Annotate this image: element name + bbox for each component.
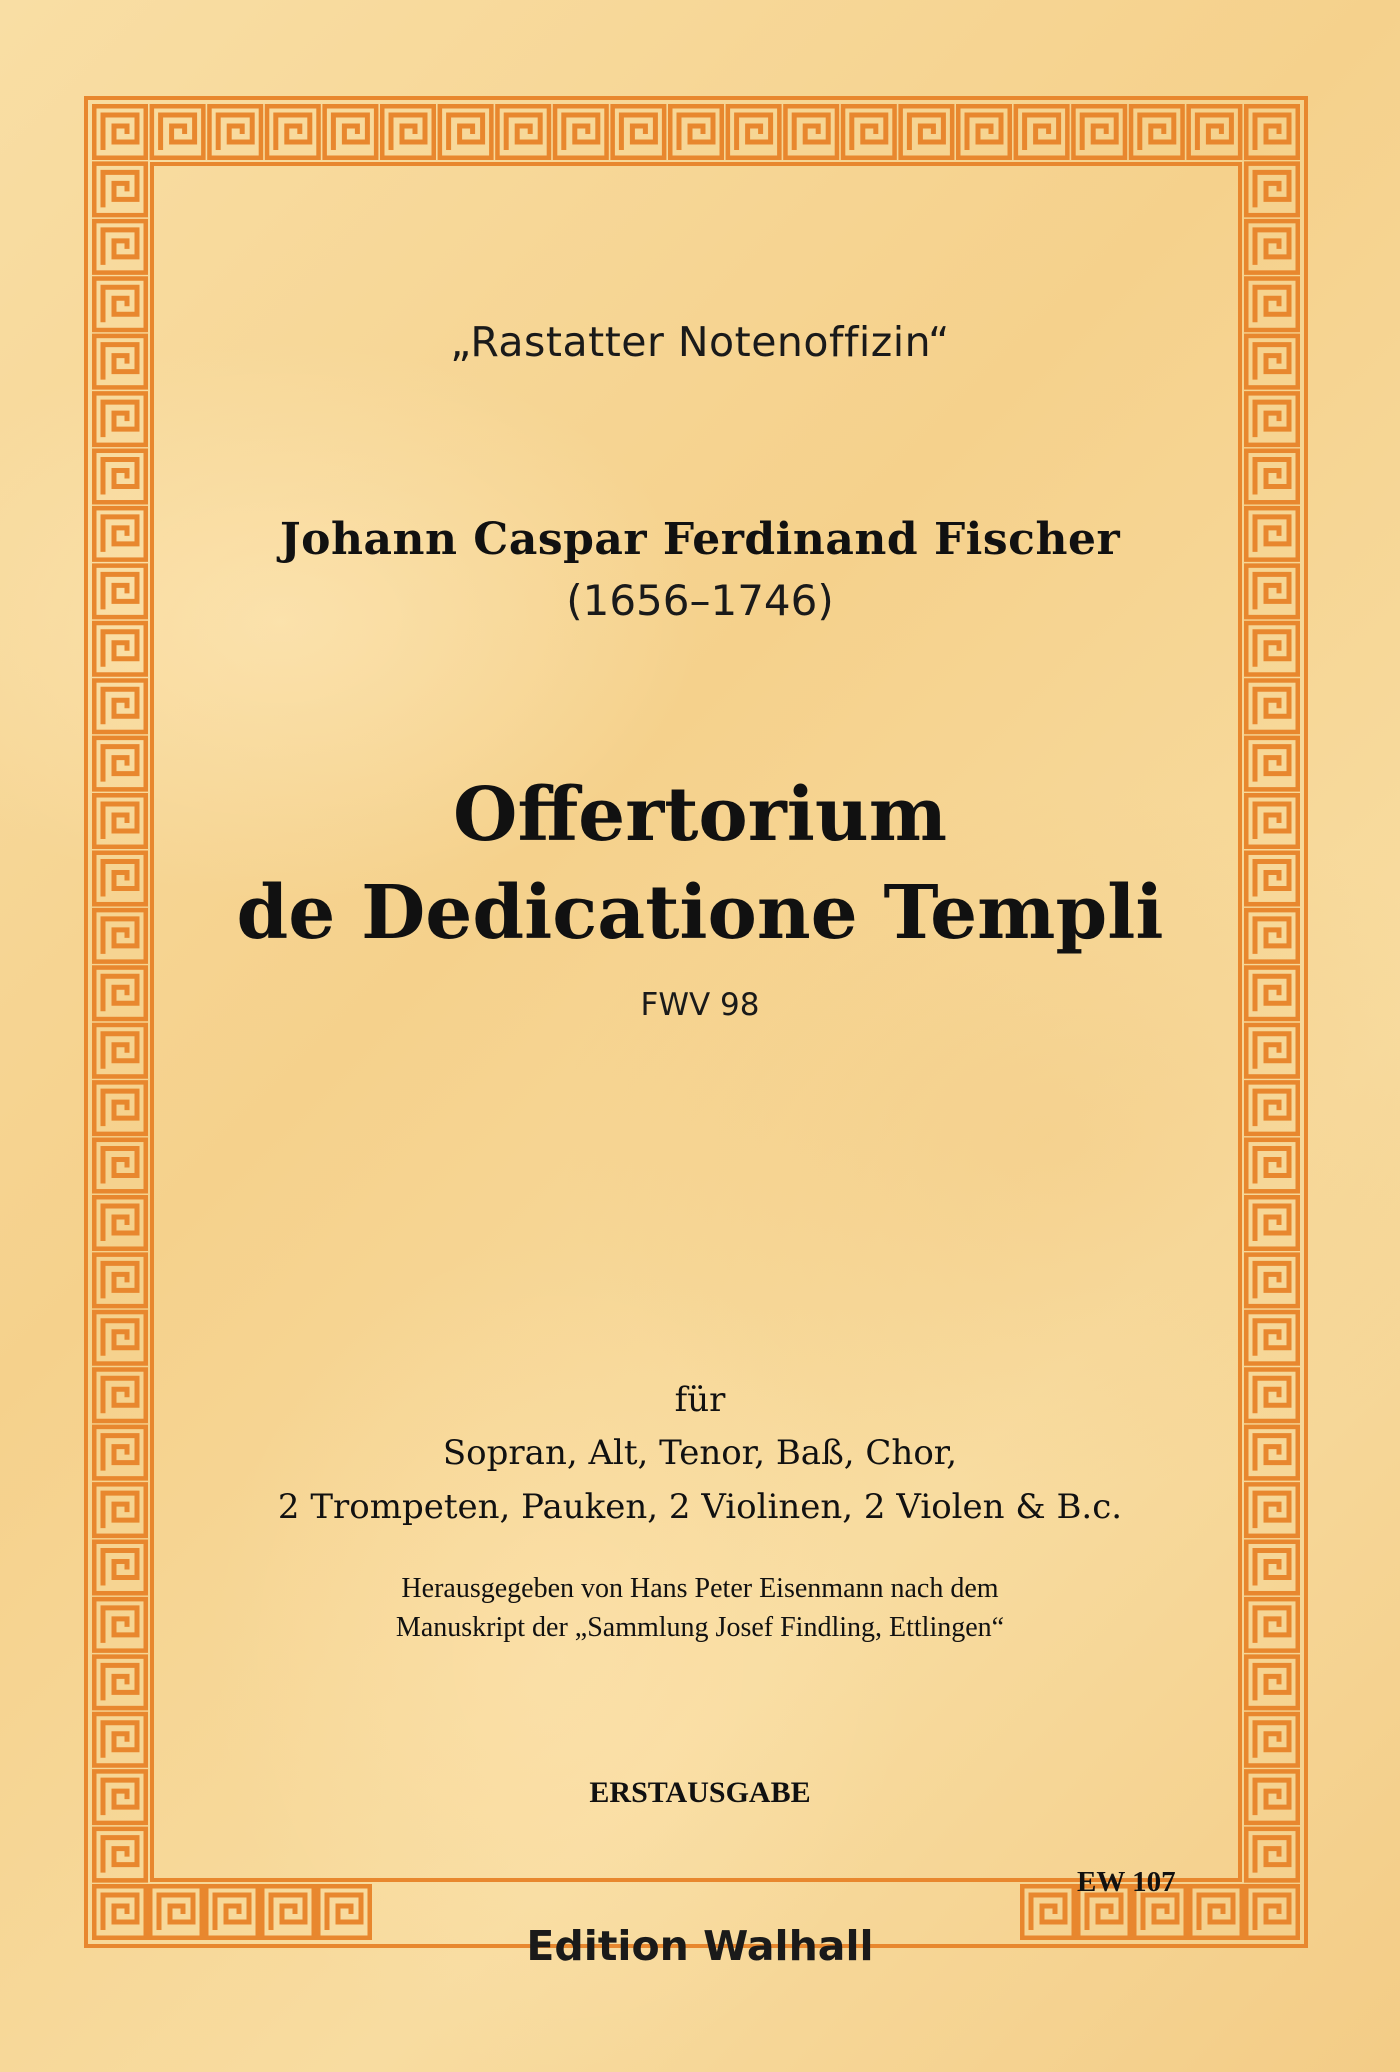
meander-tile	[612, 106, 664, 158]
meander-tile	[94, 1140, 146, 1192]
meander-tile	[1246, 1197, 1298, 1249]
meander-tile	[1246, 1829, 1298, 1881]
meander-tile	[1073, 106, 1125, 158]
meander-tile	[1016, 106, 1068, 158]
editor-note-line2: Manuskript der „Sammlung Josef Findling, Ettlingen“	[395, 1612, 1005, 1643]
meander-tile	[94, 1829, 146, 1881]
meander-tile	[1246, 393, 1298, 445]
meander-tile	[958, 106, 1010, 158]
edition-number: EW 107	[1077, 1866, 1176, 1898]
instruments-line: 2 Trompeten, Pauken, 2 Violinen, 2 Violen & B.c.	[277, 1487, 1123, 1527]
meander-tile	[1246, 1656, 1298, 1708]
meander-tile	[1246, 680, 1298, 732]
meander-tile	[324, 106, 376, 158]
meander-tile	[1246, 1082, 1298, 1134]
meander-tile	[94, 1714, 146, 1766]
meander-tile	[1246, 106, 1298, 158]
meander-tile	[94, 106, 146, 158]
meander-tile	[1246, 1254, 1298, 1306]
meander-tile	[670, 106, 722, 158]
meander-tile	[1131, 106, 1183, 158]
meander-tile	[900, 106, 952, 158]
meander-tile	[94, 1197, 146, 1249]
catalog-number: FWV 98	[640, 987, 760, 1023]
meander-tile	[1246, 1312, 1298, 1364]
meander-tile	[94, 1025, 146, 1077]
publisher-name: Edition Walhall	[526, 1922, 874, 1970]
meander-tile	[1188, 106, 1240, 158]
meander-tile	[267, 106, 319, 158]
composer-name: Johann Caspar Ferdinand Fischer	[279, 514, 1121, 565]
series-name: „Rastatter Notenoffizin“	[450, 318, 950, 366]
meander-tile	[94, 1082, 146, 1134]
meander-tile	[1246, 1714, 1298, 1766]
editor-note-line1: Herausgegeben von Hans Peter Eisenmann nach dem	[401, 1573, 999, 1604]
meander-tile	[94, 163, 146, 215]
voices-line: Sopran, Alt, Tenor, Baß, Chor,	[442, 1433, 958, 1473]
meander-tile	[152, 106, 204, 158]
meander-tile	[94, 623, 146, 675]
composer-dates: (1656–1746)	[566, 576, 834, 625]
meander-tile	[555, 106, 607, 158]
meander-tile	[1246, 163, 1298, 215]
meander-tile	[1246, 451, 1298, 503]
for-label: für	[674, 1380, 726, 1420]
meander-tile	[1246, 1025, 1298, 1077]
meander-tile	[1246, 623, 1298, 675]
work-title-line1: Offertorium	[452, 772, 947, 858]
meander-tile	[94, 1312, 146, 1364]
meander-tile	[209, 106, 261, 158]
meander-tile	[440, 106, 492, 158]
meander-tile	[94, 221, 146, 273]
meander-tile	[94, 451, 146, 503]
meander-tile	[382, 106, 434, 158]
meander-tile	[728, 106, 780, 158]
work-title-line2: de Dedicatione Templi	[236, 870, 1164, 956]
meander-tile	[785, 106, 837, 158]
meander-tile	[843, 106, 895, 158]
meander-tile	[94, 1254, 146, 1306]
meander-tile	[94, 1656, 146, 1708]
meander-tile	[1246, 1140, 1298, 1192]
meander-tile	[94, 680, 146, 732]
meander-tile	[1246, 221, 1298, 273]
meander-tile	[497, 106, 549, 158]
meander-tile	[94, 393, 146, 445]
first-edition-label: ERSTAUSGABE	[589, 1776, 811, 1809]
